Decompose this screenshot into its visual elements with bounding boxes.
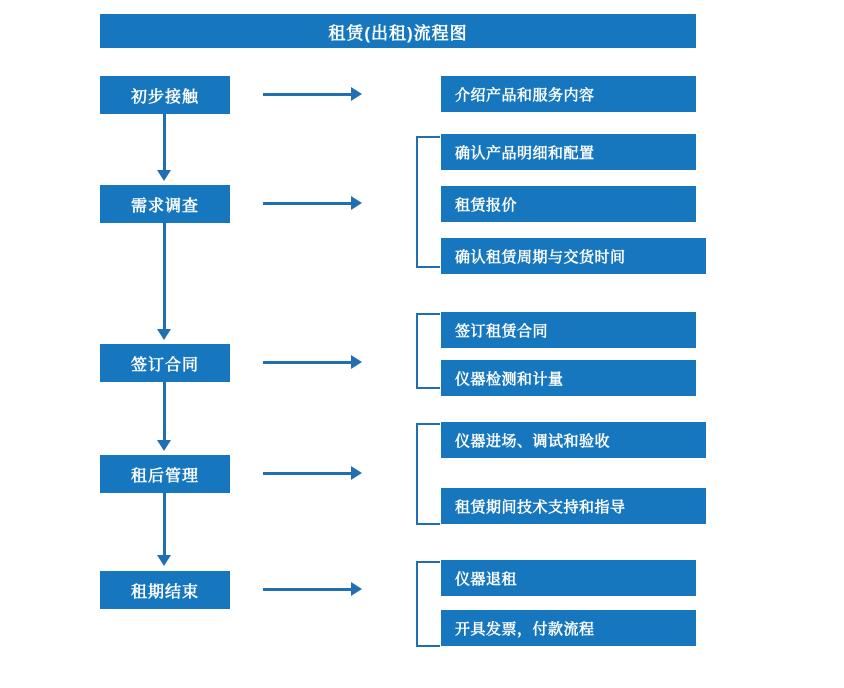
arrow-head-stage5-tasks — [351, 582, 362, 596]
task-box-签订租赁合同[interactable]: 签订租赁合同 — [441, 312, 696, 348]
bracket-group-租期结束 — [416, 561, 440, 647]
task-box-确认租赁周期与交货时间[interactable]: 确认租赁周期与交货时间 — [441, 238, 706, 274]
arrow-head-stage1-stage2 — [157, 170, 171, 181]
connector-stage1-tasks — [263, 93, 353, 96]
arrow-head-stage3-tasks — [351, 355, 362, 369]
task-box-仪器退租[interactable]: 仪器退租 — [441, 560, 696, 596]
connector-stage4-stage5 — [163, 493, 166, 557]
stage-box-租期结束[interactable]: 租期结束 — [100, 571, 230, 609]
diagram-title: 租赁(出租)流程图 — [100, 14, 696, 48]
bracket-group-需求调查 — [416, 136, 440, 268]
arrow-head-stage2-tasks — [351, 196, 362, 210]
bracket-group-租后管理 — [416, 423, 440, 525]
arrow-head-stage4-stage5 — [157, 555, 171, 566]
connector-stage1-stage2 — [163, 114, 166, 172]
arrow-head-stage3-stage4 — [157, 440, 171, 451]
connector-stage3-tasks — [263, 361, 353, 364]
stage-box-租后管理[interactable]: 租后管理 — [100, 455, 230, 493]
task-box-开具发票付款流程[interactable]: 开具发票，付款流程 — [441, 610, 696, 646]
connector-stage2-stage3 — [163, 223, 166, 331]
task-box-确认产品明细和配置[interactable]: 确认产品明细和配置 — [441, 134, 696, 170]
connector-stage4-tasks — [263, 472, 353, 475]
bracket-group-签订合同 — [416, 313, 440, 389]
task-box-仪器检测和计量[interactable]: 仪器检测和计量 — [441, 360, 696, 396]
task-box-仪器进场调试和验收[interactable]: 仪器进场、调试和验收 — [441, 422, 706, 458]
stage-box-初步接触[interactable]: 初步接触 — [100, 76, 230, 114]
task-box-租赁期间技术支持和指导[interactable]: 租赁期间技术支持和指导 — [441, 488, 706, 524]
task-box-租赁报价[interactable]: 租赁报价 — [441, 186, 696, 222]
connector-stage5-tasks — [263, 588, 353, 591]
task-box-介绍产品和服务内容[interactable]: 介绍产品和服务内容 — [441, 76, 696, 112]
stage-box-需求调查[interactable]: 需求调查 — [100, 185, 230, 223]
arrow-head-stage1-tasks — [351, 87, 362, 101]
arrow-head-stage2-stage3 — [157, 329, 171, 340]
connector-stage2-tasks — [263, 202, 353, 205]
arrow-head-stage4-tasks — [351, 466, 362, 480]
connector-stage3-stage4 — [163, 382, 166, 442]
stage-box-签订合同[interactable]: 签订合同 — [100, 344, 230, 382]
